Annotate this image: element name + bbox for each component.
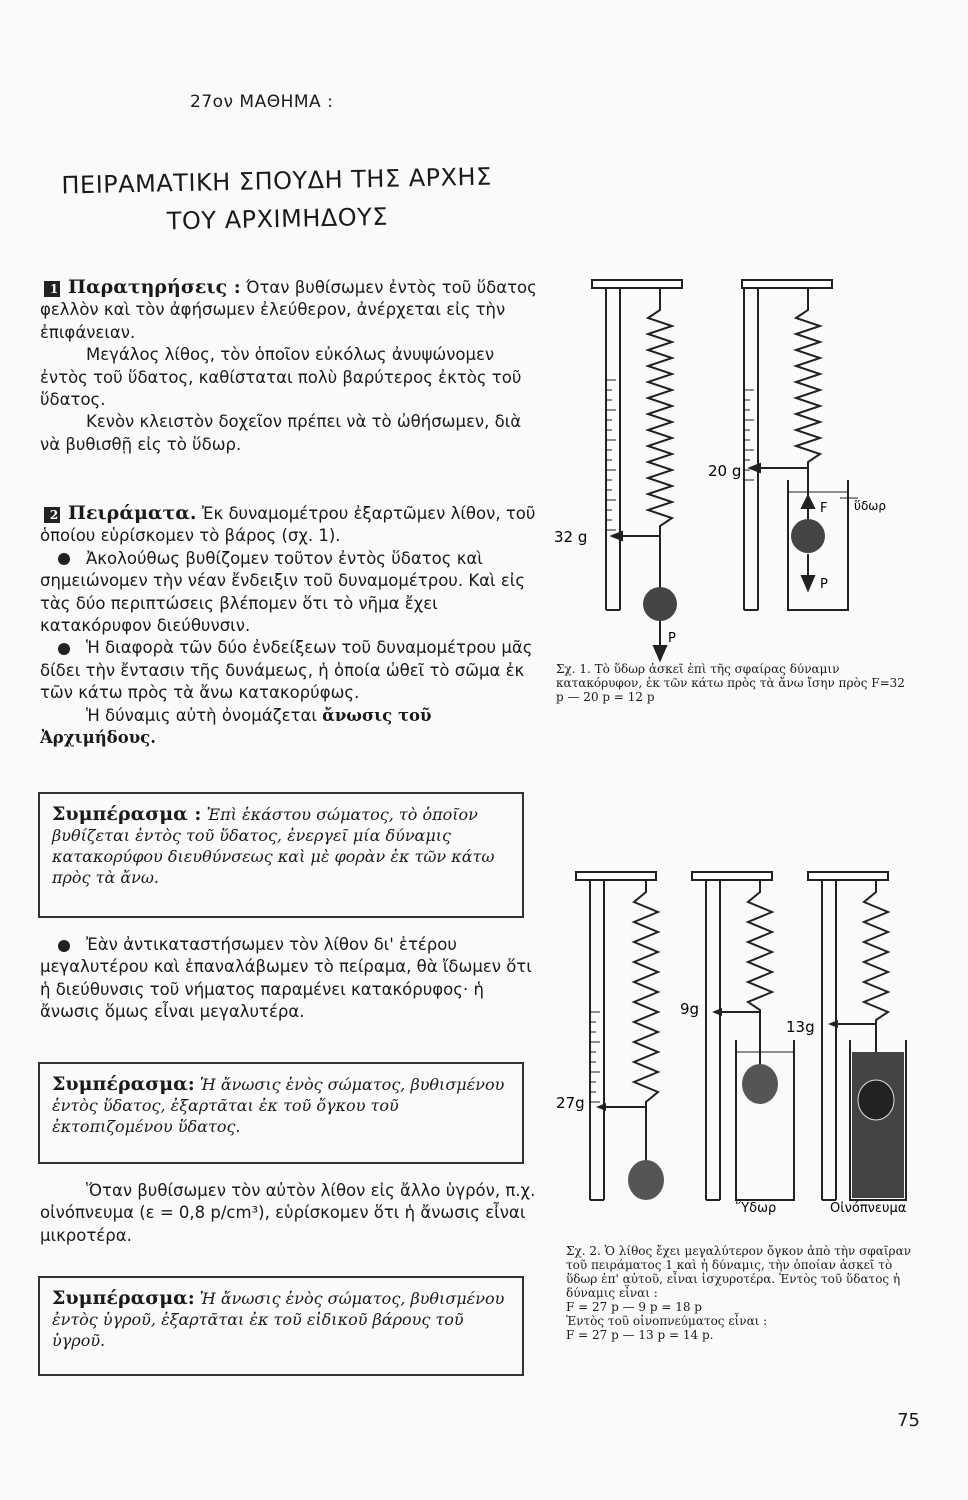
- conclusion-3-text: Ἡ ἄνωσις ἑνὸς σώματος, βυθισμένου ἐντὸς ὑγροῦ, ἐξαρτᾶται ἐκ τοῦ εἰδικοῦ βάρους τοῦ ὑγροῦ.: [52, 1289, 505, 1350]
- title-line-1: ΠΕΙΡΑΜΑΤΙΚΗ ΣΠΟΥΔΗ ΤΗΣ ΑΡΧΗΣ: [61, 162, 493, 200]
- fig2-label-water: Ὕδωρ: [736, 1201, 777, 1216]
- bullet-icon: [58, 643, 70, 655]
- experiments-bullet-2: Ἡ διαφορὰ τῶν δύο ἐνδείξεων τοῦ δυναμομέτρου μᾶς δίδει τὴν ἔντασιν τῆς δυνάμεως, ἡ ὁποία ὠθεῖ τὸ σῶμα ἐκ τῶν κάτω πρὸς τὰ ἄνω κατακορύφως.: [40, 638, 533, 703]
- conclusion-2-text: Ἡ ἄνωσις ἑνὸς σώματος, βυθισμένου ἐντὸς ὕδατος, ἐξαρτᾶται ἐκ τοῦ ὄγκου τοῦ ἐκτοπιζομένου ὕδατος.: [52, 1075, 505, 1136]
- larger-stone-text: Ἐὰν ἀντικαταστήσωμεν τὸν λίθον δι' ἑτέρου μεγαλυτέρου καὶ ἐπαναλάβωμεν τὸ πείραμα, θὰ ἴδωμεν ὅτι ἡ διεύθυνσις τοῦ νήματος παραμένει κατακόρυφος· ἡ ἄνωσις ὅμως εἶναι μεγαλυτέρα.: [40, 935, 532, 1022]
- fig1-sphere-water: [791, 519, 825, 553]
- alcohol-paragraph: [40, 1180, 540, 1247]
- bullet-icon: [58, 940, 70, 952]
- conclusion-box-2: [38, 1062, 524, 1164]
- fig1-right-top-bar: [742, 280, 832, 288]
- conclusion-3-heading: Συμπέρασμα:: [52, 1287, 195, 1309]
- fig2-label-27: 27g: [556, 1094, 585, 1112]
- figure-2-caption: [566, 1244, 912, 1342]
- fig2-alcohol-liquid: [852, 1052, 904, 1198]
- fig1-label-P-air: P: [668, 631, 676, 646]
- observations-p3: Κενὸν κλειστὸν δοχεῖον πρέπει νὰ τὸ ὠθήσωμεν, διὰ νὰ βυθισθῇ εἰς τὸ ὕδωρ.: [40, 412, 522, 454]
- fig1-arrow-P-air: [654, 646, 666, 660]
- buoyancy-name-text: Ἡ δύναμις αὐτὴ ὀνομάζεται: [86, 705, 323, 725]
- observations-p2: Μεγάλος λίθος, τὸν ὁποῖον εὐκόλως ἀνυψώνομεν ἐντὸς τοῦ ὕδατος, καθίσταται πολὺ βαρύτερος ἐκτὸς τοῦ ὕδατος.: [40, 345, 522, 410]
- larger-stone-paragraph: [40, 934, 540, 1024]
- experiments-bullet-1: Ἀκολούθως βυθίζομεν τοῦτον ἐντὸς ὕδατος καὶ σημειώνομεν τὴν νέαν ἔνδειξιν τοῦ δυναμομέτρου. Καὶ εἰς τὰς δύο περιπτώσεις βλέπομεν ὅτι τὸ νῆμα ἔχει κατακόρυφον διεύθυνσιν.: [40, 548, 526, 636]
- fig2-caption-line-4: F = 27 p — 13 p = 14 p.: [566, 1328, 714, 1342]
- fig1-arrow-P-water: [802, 576, 814, 590]
- fig2-stone-air: [628, 1160, 664, 1200]
- fig1-arrow-F: [802, 496, 814, 508]
- fig1-sphere-air: [643, 587, 677, 621]
- fig2-label-9: 9g: [680, 1000, 700, 1018]
- figure-1: [550, 270, 950, 670]
- observations-heading: Παρατηρήσεις :: [68, 276, 241, 298]
- page-number: 75: [897, 1410, 920, 1431]
- section-number-2: 2: [44, 507, 60, 523]
- conclusion-2-heading: Συμπέρασμα:: [52, 1073, 195, 1095]
- section-observations: [40, 276, 540, 456]
- section-experiments: [40, 502, 540, 749]
- page-title: [41, 157, 512, 243]
- fig1-arrow-32: [612, 532, 622, 540]
- title-line-2: ΤΟΥ ΑΡΧΙΜΗΔΟΥΣ: [166, 202, 389, 236]
- alcohol-text: Ὅταν βυθίσωμεν τὸν αὐτὸν λίθον εἰς ἄλλο ὑγρόν, π.χ. οἰνόπνευμα (ε = 0,8 p/cm³), εὑρίσκομεν ὅτι ἡ ἄνωσις εἶναι μικροτέρα.: [40, 1181, 536, 1245]
- fig2-caption-line-3: Ἐντὸς τοῦ οἰνοπνεύματος εἶναι :: [566, 1314, 768, 1328]
- figure-2: [550, 862, 950, 1222]
- conclusion-1-text: Ἐπὶ ἑκάστου σώματος, τὸ ὁποῖον βυθίζεται ἐντὸς τοῦ ὕδατος, ἐνεργεῖ μία δύναμις κατακορύφου διευθύνσεως καὶ μὲ φορὰν ἐκ τῶν κάτω πρὸς τὰ ἄνω.: [52, 805, 495, 887]
- figure-1-caption: Σχ. 1. Τὸ ὕδωρ ἀσκεῖ ἐπὶ τῆς σφαίρας δύναμιν κατακόρυφον, ἐκ τῶν κάτω πρὸς τὰ ἄνω ἴσην πρὸς F=32 p — 20 p = 12 p: [556, 662, 905, 704]
- fig2-stone-water: [742, 1064, 778, 1104]
- fig2-label-alcohol: Οἰνόπνευμα: [830, 1201, 907, 1216]
- fig2-label-13: 13g: [786, 1018, 815, 1036]
- conclusion-box-3: [38, 1276, 524, 1376]
- fig1-left-top-bar: [592, 280, 682, 288]
- fig1-label-20: 20 g: [708, 462, 742, 480]
- fig1-label-32: 32 g: [554, 528, 588, 546]
- conclusion-1-heading: Συμπέρασμα :: [52, 803, 202, 825]
- fig2-stone-alcohol: [858, 1080, 894, 1120]
- experiments-lead: Ἐκ δυναμομέτρου ἐξαρτῶμεν λίθον, τοῦ ὁποίου εὑρίσκομεν τὸ βάρος (σχ. 1).: [40, 504, 536, 546]
- observations-lead: Όταν βυθίσωμεν ἐντὸς τοῦ ὕδατος φελλὸν καὶ τὸν ἀφήσωμεν ἐλεύθερον, ἀνέρχεται εἰς τὴν ἐπιφάνειαν.: [40, 278, 537, 342]
- lesson-label: 27ον ΜΑΘΗΜΑ :: [190, 92, 334, 112]
- bullet-icon: [58, 553, 70, 565]
- fig2-caption-line-1: Σχ. 2. Ὁ λίθος ἔχει μεγαλύτερον ὄγκον ἀπὸ τὴν σφαῖραν τοῦ πειράματος 1 καὶ ἡ δύναμις, τὴν ὁποίαν ἀσκεῖ τὸ ὕδωρ ἐπ' αὐτοῦ, εἶναι ἰσχυροτέρα. Ἐντὸς τοῦ ὕδατος ἡ δύναμις εἶναι :: [566, 1244, 912, 1300]
- fig1-label-water: ὕδωρ: [854, 499, 886, 513]
- buoyancy-name-bold: ἄνωσις τοῦ Ἀρχιμήδους.: [40, 705, 432, 748]
- section-number-1: 1: [44, 281, 60, 297]
- experiments-heading: Πειράματα.: [68, 502, 197, 524]
- fig1-left-spring: [648, 288, 672, 538]
- fig2-caption-line-2: F = 27 p — 9 p = 18 p: [566, 1300, 702, 1314]
- fig1-right-spring: [796, 288, 820, 470]
- fig1-label-P-water: P: [820, 577, 828, 592]
- fig1-label-F: F: [820, 501, 828, 516]
- fig1-arrow-20: [750, 464, 760, 472]
- conclusion-box-1: [38, 792, 524, 918]
